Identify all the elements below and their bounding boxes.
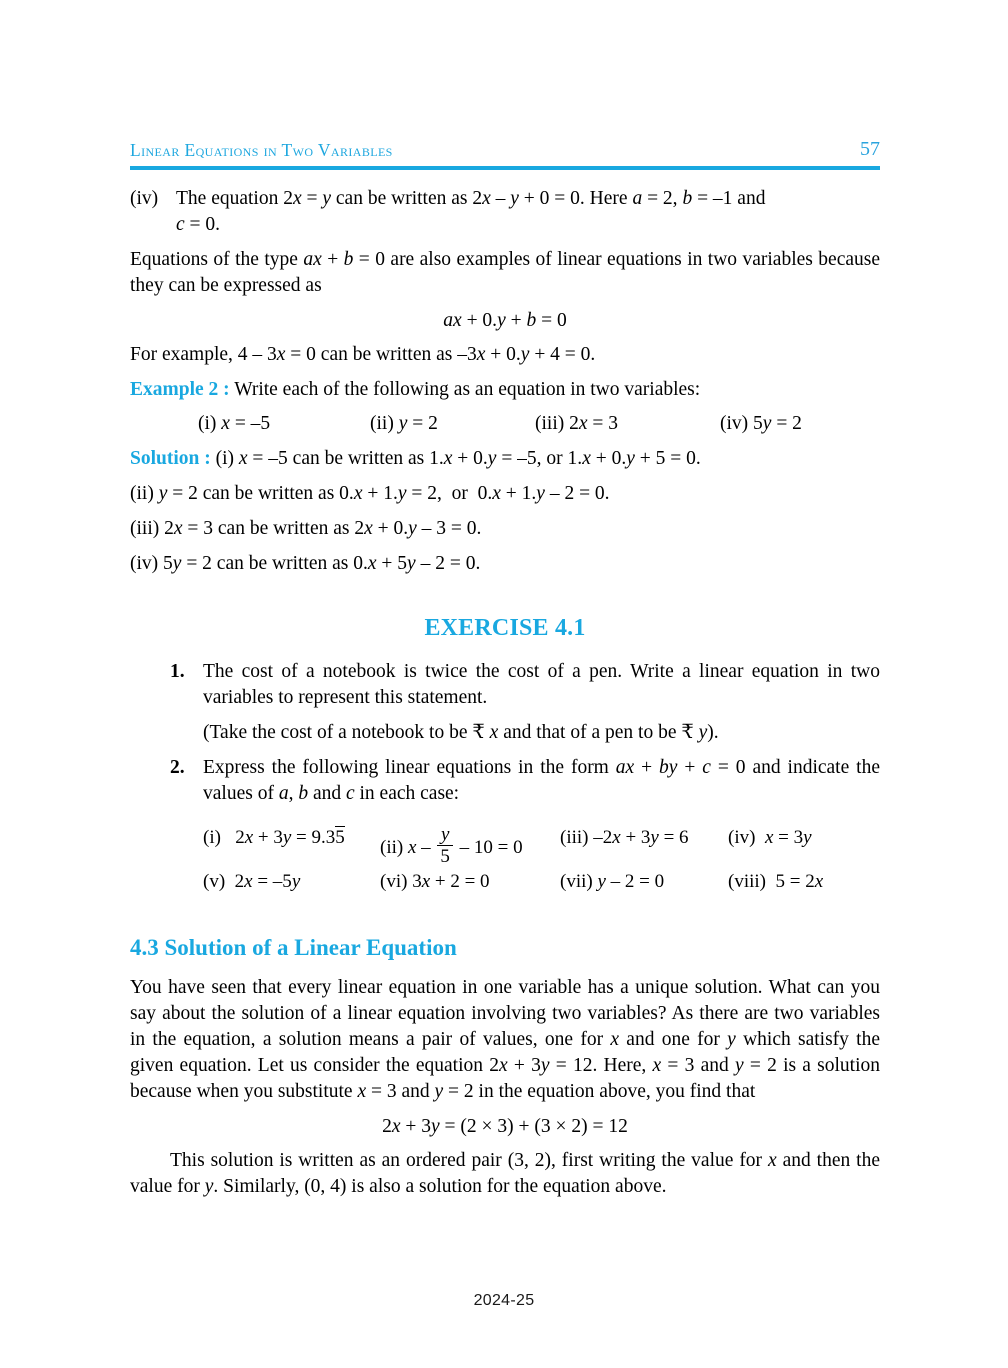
fraction-denominator: 5 (440, 846, 450, 868)
section-4-3-paragraph-1: You have seen that every linear equation in one variable has a unique solution. What can you say about the solution of a linear equation involving two variables? As there are two variables in the equation, a solution means a pair of values, one for x and one for y which satisfy the given equation. Let us consider the equation 2x + 3y = 12. Here, x = 3 and y = 2 is a solution because when you substitute x = 3 and y = 2 in the equation above, you find that (130, 977, 881, 1102)
example-2-label: Example 2 : (130, 378, 230, 400)
exercise-heading: EXERCISE 4.1 (424, 615, 586, 642)
page-footer: 2024-25 (473, 1292, 535, 1309)
solution-line-1: Solution : (i) x = –5 can be written as 1.x + 0.y = –5, or 1.x + 0.y + 5 = 0. (130, 448, 701, 470)
fraction-y-over-5 (437, 825, 453, 868)
solution-label: Solution : (130, 448, 211, 470)
eq-item-viii: (viii) 5 = 2x (728, 870, 824, 892)
page-number: 57 (860, 138, 880, 160)
eq-item-vii: (vii) y – 2 = 0 (560, 870, 665, 892)
eq-item-iv: (iv) x = 3y (728, 826, 812, 848)
section-4-3-centered-equation: 2x + 3y = (2 × 3) + (3 × 2) = 12 (382, 1115, 628, 1137)
solution-line-3: (iii) 2x = 3 can be written as 2x + 0.y – 3 = 0. (130, 518, 482, 540)
exercise-question-1-note: (Take the cost of a notebook to be ₹ x and that of a pen to be ₹ y). (203, 721, 719, 743)
exercise-question-1-text: The cost of a notebook is twice the cost of a pen. Write a linear equation in two variables to represent this statement. (203, 661, 880, 708)
eq-item-vi: (vi) 3x + 2 = 0 (380, 870, 490, 892)
list-item-iv-line2: c = 0. (176, 213, 221, 235)
example-2-choices (130, 411, 880, 439)
exercise-question-1-number: 1. (170, 661, 185, 683)
exercise-question-2-number: 2. (170, 756, 185, 778)
repeating-decimal-bar: 5 (335, 826, 345, 848)
exercise-question-2-text: Express the following linear equations in the form ax + by + c = 0 and indicate the values of a, b and c in each case: (203, 756, 880, 804)
eq-item-ii: (ii) x – $\frac{y}{5}$ – 10 = 0 (380, 823, 523, 868)
page-content (130, 186, 880, 1209)
paragraph-equations-type: Equations of the type ax + b = 0 are also examples of linear equations in two variables because they can be expressed as (130, 248, 880, 296)
example-2-prompt (130, 377, 880, 403)
list-item-iv-marker: (iv) (130, 188, 159, 209)
eq-item-v: (v) 2x = –5y (203, 870, 301, 892)
solution-line-2: (ii) y = 2 can be written as 0.x + 1.y = 2, or 0.x + 1.y – 2 = 0. (130, 483, 610, 505)
fraction-numerator: y (440, 823, 450, 845)
page-header (130, 140, 880, 166)
exercise-question-2 (130, 755, 880, 807)
centered-equation-axby: ax + 0.y + b = 0 (443, 309, 567, 331)
example-2-prompt-text: Write each of the following as an equation in two variables: (234, 378, 701, 400)
paragraph-for-example: For example, 4 – 3x = 0 can be written as –3x + 0.y + 4 = 0. (130, 343, 596, 365)
section-4-3-heading: 4.3 Solution of a Linear Equation (130, 934, 457, 960)
list-item-iv (130, 186, 880, 238)
eq-item-iii: (iii) –2x + 3y = 6 (560, 826, 689, 848)
example-choice-iv: (iv) 5y = 2 (720, 413, 802, 435)
eq-item-i: (i) 2x + 3y = 9.35 (203, 826, 345, 848)
header-divider-rule (130, 166, 880, 170)
example-choice-ii: (ii) y = 2 (370, 413, 438, 435)
example-choice-i: (i) x = –5 (198, 413, 271, 435)
header-title: Linear Equations in Two Variables (130, 140, 393, 160)
exercise-question-2-equation-grid (130, 821, 880, 903)
list-item-iv-line1: The equation 2x = y can be written as 2x – y + 0 = 0. Here a = 2, b = –1 and (176, 188, 766, 209)
exercise-question-1 (130, 659, 880, 711)
section-4-3-paragraph-2: This solution is written as an ordered pair (3, 2), first writing the value for x and then the value for y. Similarly, (0, 4) is also a solution for the equation above. (130, 1149, 880, 1197)
solution-line-4: (iv) 5y = 2 can be written as 0.x + 5y – 2 = 0. (130, 553, 481, 575)
example-choice-iii: (iii) 2x = 3 (535, 413, 619, 435)
